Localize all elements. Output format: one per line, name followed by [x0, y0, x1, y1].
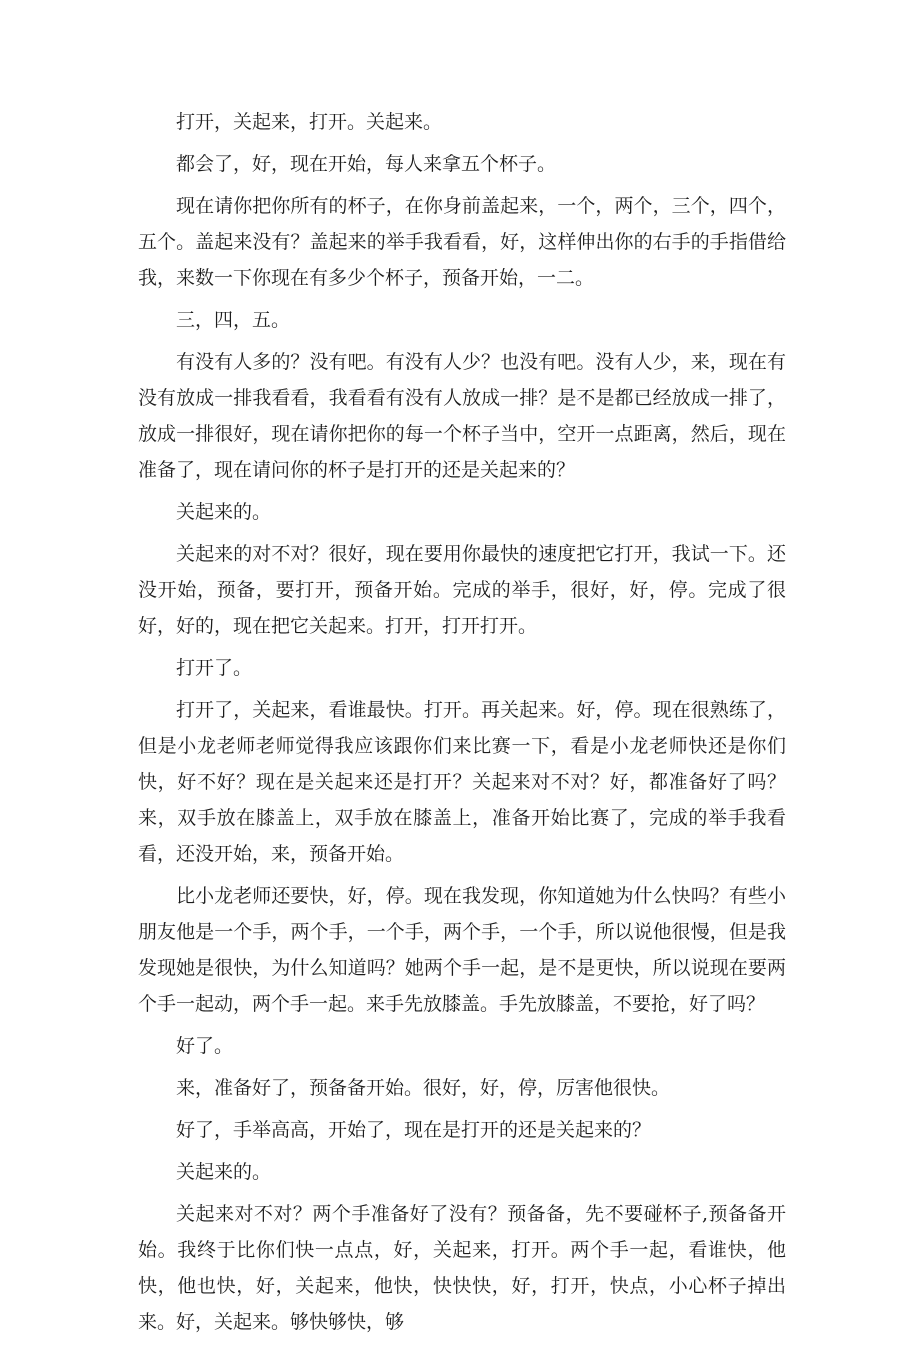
paragraph: 好了，手举高高，开始了，现在是打开的还是关起来的？ — [176, 1119, 652, 1141]
paragraph: 好了。 — [176, 1035, 234, 1057]
paragraph: 现在请你把你所有的杯子，在你身前盖起来，一个，两个，三个，四个，五个。盖起来没有？盖起来的举手我看看，好，这样伸出你的右手的手指借给我，来数一下你现在有多少个杯子，预备开始，一二。 — [138, 195, 786, 289]
paragraph: 关起来的对不对？很好，现在要用你最快的速度把它打开，我试一下。还没开始，预备，要打开，预备开始。完成的举手，很好，好，停。完成了很好，好的，现在把它关起来。打开，打开打开。 — [138, 543, 786, 637]
paragraph: 都会了，好，现在开始，每人来拿五个杯子。 — [176, 153, 557, 175]
paragraph: 打开了。 — [176, 657, 253, 679]
paragraph: 三，四，五。 — [176, 309, 291, 331]
paragraph: 关起来的。 — [176, 501, 272, 523]
paragraph: 打开了，关起来，看谁最快。打开。再关起来。好，停。现在很熟练了，但是小龙老师老师觉得我应该跟你们来比赛一下，看是小龙老师快还是你们快，好不好？现在是关起来还是打开？关起来对不对？好，都准备好了吗？来，双手放在膝盖上，双手放在膝盖上，准备开始比赛了，完成的举手我看看，还没开始，来，预备开始。 — [138, 699, 786, 865]
paragraph: 关起来对不对？两个手准备好了没有？预备备，先不要碰杯子,预备备开始。我终于比你们快一点点，好，关起来，打开。两个手一起，看谁快，他快，他也快，好，关起来，他快，快快快，好，打开，快点，小心杯子掉出来。好，关起来。够快够快，够 — [138, 1203, 786, 1333]
paragraph: 比小龙老师还要快，好，停。现在我发现，你知道她为什么快吗？有些小朋友他是一个手，两个手，一个手，两个手，一个手，所以说他很慢，但是我发现她是很快，为什么知道吗？她两个手一起，是不是更快，所以说现在要两个手一起动，两个手一起。来手先放膝盖。手先放膝盖，不要抢，好了吗？ — [138, 885, 786, 1015]
paragraph: 关起来的。 — [176, 1161, 272, 1183]
paragraph: 打开，关起来，打开。关起来。 — [176, 111, 443, 133]
document-body — [138, 104, 786, 1346]
paragraph: 有没有人多的？没有吧。有没有人少？也没有吧。没有人少，来，现在有没有放成一排我看看，我看看有没有人放成一排？是不是都已经放成一排了，放成一排很好，现在请你把你的每一个杯子当中，空开一点距离，然后，现在准备了，现在请问你的杯子是打开的还是关起来的？ — [138, 351, 786, 481]
paragraph: 来，准备好了，预备备开始。很好，好，停，厉害他很快。 — [176, 1077, 671, 1099]
